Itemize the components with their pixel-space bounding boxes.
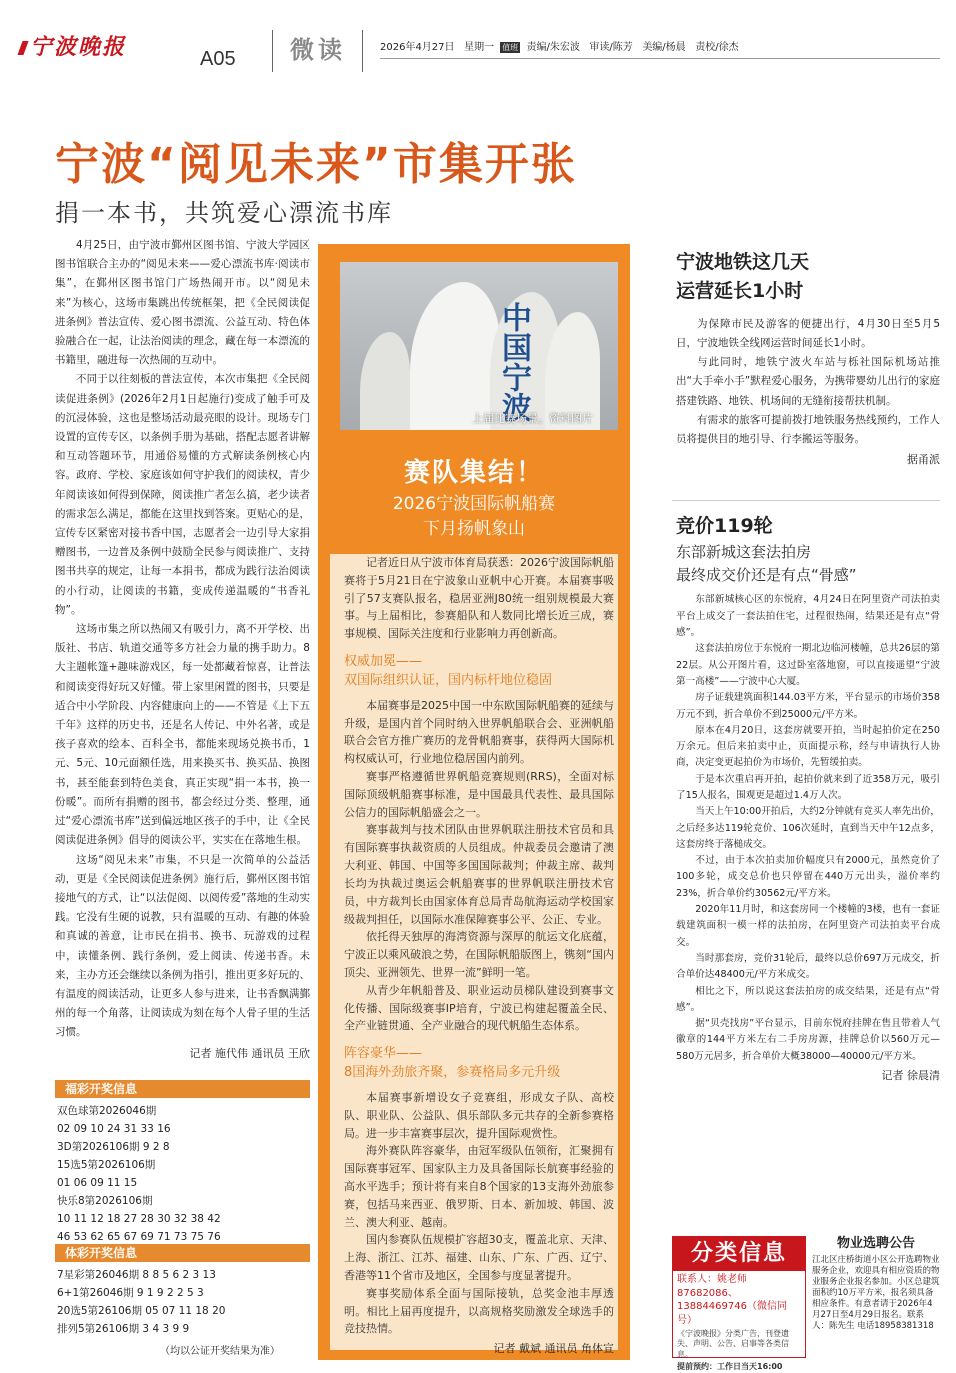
byline: 记者 施代伟 通讯员 王欣	[189, 1046, 310, 1060]
sail-shape	[360, 332, 410, 430]
sailing-subtitle-line: 下月扬帆象山	[423, 518, 525, 539]
lottery-line: 排列5第26106期 3 4 3 9 9	[57, 1323, 190, 1336]
classified-ad	[672, 1236, 806, 1372]
column-divider	[672, 500, 940, 501]
paragraph: 相比之下，所以说这套法拍房的成交结果，还是有点“骨感”。	[676, 985, 940, 1013]
photo-caption: 上届比赛场景。资料图片	[472, 412, 593, 425]
auction-body	[676, 592, 940, 1065]
metro-title	[676, 248, 940, 307]
notice-title: 物业选聘公告	[836, 1236, 915, 1251]
main-article	[55, 236, 310, 1061]
auction-subtitle	[676, 541, 940, 586]
issue-weekday: 星期一	[464, 42, 495, 53]
section-subtitle: 8国海外劲旅齐聚，参赛格局多元升级	[344, 1065, 561, 1081]
lottery-line: 02 09 10 24 31 33 16	[57, 1123, 171, 1136]
ticai-results	[57, 1266, 225, 1338]
paragraph: 这场市集之所以热闹又有吸引力，离不开学校、出版社、书店、轨道交通等多方社会力量的携手助力。8大主题帐篷+趣味游戏区，每一处都藏着惊喜，让普法和阅读变得好玩又好懂。带上家里闲置的图书，只要是适合中小学阶段、内容健康向上的——不管是《上下五千年》这样的历史书，还是名人传记、中外名著，或是孩子喜欢的绘本、百科全书，都能来现场兑换书币，1元、5元、10元面额任选，用来换买书、换买品、换图书，甚至能套到特色美食，真正实现“捐一本书，换一份暖”。而所有捐赠的图书，都会经过分类、整理，通过“爱心漂流书库”送到偏远地区孩子的手中，让《全民阅读促进条例》倡导的阅读公平，实实在在落地生根。	[55, 623, 310, 847]
lottery-note: （均以公证开奖结果为准）	[160, 1346, 280, 1357]
title-line: 运营延长1小时	[676, 280, 804, 303]
masthead-divider	[362, 30, 363, 72]
sailing-intro	[344, 554, 614, 643]
lottery-line: 6+1第26046期 9 1 9 2 2 5 3	[57, 1287, 204, 1300]
issue-meta	[380, 38, 739, 53]
subtitle-line: 最终成交价还是有点“骨感”	[676, 565, 857, 584]
lottery-line: 46 53 62 65 67 69 71 73 75 76	[57, 1231, 221, 1244]
ticai-header: 体彩开奖信息	[55, 1244, 310, 1262]
paragraph: 当时那套房，竞价31轮后，最终以总价697万元成交，折合单价达48400元/平方米成交。	[676, 952, 940, 981]
sailing-section-2-body	[344, 1089, 614, 1338]
section-title: 权威加冕——	[344, 654, 423, 670]
notice-body: 江北区庄桥街道小区公开选聘物业服务企业，欢迎具有相应资质的物业服务企业报名参加。小区总建筑面积约10万平方米，报名须具备相应条件。有意者请于2026年4月27日至4月29日报名。联系人：陈先生 电话18958381318	[812, 1254, 940, 1332]
byline: 记者 徐晨清	[881, 1069, 940, 1083]
metro-body	[676, 315, 940, 449]
paragraph: 海外赛队阵容豪华，由冠军级队伍领衔，汇聚拥有国际赛事冠军、国家队主力及具备国际长航赛事经验的高水平选手；预计将有来自8个国家的13支海外劲旅参赛，包括马来西亚、俄罗斯、日本、新加坡、韩国、波兰、澳大利亚、越南。	[344, 1144, 614, 1229]
duty-tag: 值班	[502, 43, 519, 52]
sailing-section-1-body	[344, 697, 614, 1035]
paragraph: 这套法拍房位于东悦府一期北边临河楼幢，总共26层的第22层。从公开图片看，这过卧室落地窗，可以直接遥望“宁波第一高楼”——宁波中心大厦。	[676, 643, 940, 687]
lottery-line: 快乐8第2026106期	[57, 1195, 153, 1208]
paragraph: 不同于以往刻板的普法宣传，本次市集把《全民阅读促进条例》(2026年2月1日起施行)变成了触手可及的沉浸体验，这也是整场活动最亮眼的设计。现场专门设置的宣传专区，以条例手册为基础，搭配志愿者讲解和互动答题环节，用通俗易懂的方式解读条例核心内容。政府、学校、家庭该如何守护我们的阅读权，青少年阅读该如何得到保障，阅读推广者怎么搞，老少读者的需求怎么满足，都能在这里找到答案。更贴心的是，宣传专区紧密对接书香中国，志愿者会一边引导大家捐赠图书，一边普及条例中鼓励全民参与阅读推广、支持图书共享的规定，让每一本捐书，都成为践行法治阅读的小行动，让阅读的书籍，变成传递温暖的“书香礼物”。	[55, 373, 310, 616]
paragraph: 有需求的旅客可提前拨打地铁服务热线预约，工作人员将提供目的地引导、行李搬运等服务。	[676, 413, 940, 446]
paragraph: 房子证载建筑面积144.03平方米，平台显示的市场价358万元不到，折合单价不到25000元/平方米。	[676, 692, 940, 720]
sailing-title: 赛队集结！	[403, 458, 544, 488]
lottery-line: 7星彩第26046期 8 8 5 6 2 3 13	[57, 1269, 216, 1281]
masthead-logo: 宁波晚报	[20, 30, 126, 61]
paragraph: 于是本次重启再开拍，起拍价就来到了近358万元，吸引了15人报名，围观更是超过1.4万人次。	[676, 773, 940, 801]
reviewer: 审读/陈芳	[589, 42, 633, 53]
paragraph: 记者近日从宁波市体育局获悉：2026宁波国际帆船赛将于5月21日在宁波象山亚帆中心开赛。本届赛事吸引了57支赛队报名，稳居亚洲J80统一组别规模最大赛事。与上届相比，参赛船队和人数同比增长近三成，赛事规模、国际关注度和行业影响力再创新高。	[344, 556, 614, 641]
sailing-subtitle-line: 2026宁波国际帆船赛	[392, 494, 556, 514]
paragraph: 赛事裁判与技术团队由世界帆联注册技术官员和具有国际赛事执裁资质的人员组成。仲裁委员会邀请了澳大利亚、韩国、中国等多国国际裁判；仲裁主席、裁判长均为执裁过奥运会帆船赛事的世界帆联注册技术官员，中方裁判长由国家体育总局青岛航海运动学校国家级裁判担任，以国际水准保障赛事公平、公正、专业。	[344, 823, 614, 926]
auction-article	[676, 512, 940, 1083]
fucai-results	[57, 1102, 221, 1246]
sailing-subtitle	[318, 492, 630, 541]
lottery-line: 15选5第2026106期	[57, 1159, 156, 1172]
byline: 据甬派	[907, 453, 940, 467]
main-subhead: 捐一本书，共筑爱心漂流书库	[55, 199, 393, 227]
lottery-line: 3D第2026106期 9 2 8	[57, 1141, 170, 1154]
paragraph: 赛事严格遵循世界帆船竞赛规则(RRS)，全面对标国际顶级帆船赛事标准，是中国最具代表性、最具国际公信力的国际帆船盛会之一。	[344, 770, 614, 819]
sailing-section-1-heading	[344, 653, 614, 691]
designer: 美编/杨晨	[642, 42, 686, 53]
paragraph: 4月25日，由宁波市鄞州区图书馆、宁波大学园区图书馆联合主办的“阅见未来——爱心漂流书库·阅读市集”，在鄞州区图书馆门广场热闹开市。以“阅见未来”为核心，这场市集跳出传统框架，把《全民阅读促进条例》普法宣传、爱心图书漂流、公益互动、特色体验融合在一起，让法治阅读的理念，藏在每一本漂流的书籍里，融进每一次热闹的互动中。	[55, 239, 310, 367]
section-name: 微读	[290, 36, 346, 64]
article-body	[55, 236, 310, 1043]
paragraph: 依托得天独厚的海湾资源与深厚的航运文化底蕴，宁波正以乘风破浪之势，在国际帆船版图上，镌刻“国内顶尖、亚洲领先、世界一流”鲜明一笔。	[344, 930, 614, 979]
auction-title: 竞价119轮	[676, 515, 773, 537]
proofreader: 责校/徐杰	[695, 42, 739, 53]
sailing-article	[344, 554, 614, 1356]
main-headline: 宁波“阅见未来”市集开张	[55, 139, 577, 190]
paragraph: 与此同时，地铁宁波火车站与栎社国际机场站推出“大手牵小手”默程爱心服务，为携带婴幼儿出行的家庭搭建铁路、地铁、机场间的无缝衔接帮扶机制。	[676, 356, 940, 407]
classified-footer: 提前预约：工作日当天16:00	[677, 1362, 783, 1372]
byline: 记者 戴斌 通讯员 角体宣	[493, 1342, 614, 1356]
lottery-line: 01 06 09 11 15	[57, 1177, 138, 1190]
logo-bar-icon	[17, 41, 28, 55]
masthead-divider	[272, 30, 273, 72]
paragraph: 2020年11月时，和这套房同一个楼幢的3楼，也有一套证载建筑面积一模一样的法拍房，在阿里资产司法拍卖平台成交。	[676, 904, 940, 948]
paragraph: 东部新城核心区的东悦府，4月24日在阿里资产司法拍卖平台上成交了一套法拍住宅，过程很热闹，结果还是有点“骨感”。	[676, 594, 940, 639]
sailing-section-2-heading	[344, 1045, 614, 1083]
paragraph: 不过，由于本次拍卖加价幅度只有2000元，虽然竞价了100多轮，成交总价也只停留在440万元出头，溢价率约23%，折合单价约30562元/平方米。	[676, 855, 940, 899]
paragraph: 据“贝壳找房”平台显示，目前东悦府挂牌在售且带着人气徽章的144平方米左右二手房房源，挂牌总价以560万元—580万元居多，折合单价大概38000—40000元/平方米。	[676, 1018, 940, 1062]
sail-logo: 中国宁波	[496, 302, 531, 422]
classified-desc: 《宁波晚报》分类广告，刊登遗失、声明、公告、启事等各类信息。	[677, 1329, 789, 1359]
fucai-header: 福彩开奖信息	[55, 1080, 310, 1098]
classified-title: 分类信息	[673, 1237, 805, 1271]
paragraph: 从青少年帆船普及、职业运动员梯队建设到赛事文化传播、国际级赛事IP培育，宁波已构建起覆盖全民、全产业链贯通、全产业融合的现代帆船生态体系。	[344, 983, 614, 1033]
title-line: 宁波地铁这几天	[676, 251, 810, 273]
paragraph: 当天上午10:00开拍后，大约2分钟就有竞买人率先出价，之后经多达119轮竞价、106次延时，直到当天中午12点多，这套房终于落槌成交。	[676, 806, 941, 850]
issue-date: 2026年4月27日	[380, 42, 455, 53]
sailing-photo	[340, 262, 618, 430]
paragraph: 国内参赛队伍规模扩容超30支，覆盖北京、天津、上海、浙江、江苏、福建、山东、广东、广西、辽宁、香港等11个省市及地区，全国参与度显著提升。	[344, 1233, 614, 1282]
property-notice	[812, 1236, 940, 1332]
editor: 责编/朱宏波	[526, 42, 580, 53]
section-subtitle: 双国际组织认证，国内标杆地位稳固	[344, 672, 553, 688]
masthead-rule	[380, 58, 940, 59]
paragraph: 赛事奖励体系全面与国际接轨，总奖金池丰厚透明。相比上届再度提升，以高规格奖励激发全球选手的竞技热情。	[344, 1286, 614, 1336]
lottery-line: 10 11 12 18 27 28 30 32 38 42	[57, 1213, 221, 1226]
paragraph: 本届赛事是2025中国一中东欧国际帆船赛的延续与升级，是国内首个同时纳入世界帆船联合会、亚洲帆船联合会官方推广赛历的龙骨帆船赛事，获得两大国际机构权威认可，行业地位稳居国内前列。	[344, 698, 614, 766]
subtitle-line: 东部新城这套法拍房	[676, 543, 812, 562]
metro-article	[676, 248, 940, 467]
paragraph: 这场“阅见未来”市集，不只是一次简单的公益活动，更是《全民阅读促进条例》施行后，鄞州区图书馆接地气的方式，让“以法促阅、以阅传爱”落地的生动实践。它没有生硬的说教，只有温暖的互动、有趣的体验和真诚的善意，让市民在捐书、换书、玩游戏的过程中，读懂条例、践行条例，爱上阅读、传递书香。未来，主办方还会继续以条例为指引，推出更多好玩的、有温度的阅读活动，让更多人参与进来，让书香飘满鄞州的每一个角落，让阅读成为刻在每个人骨子里的生活习惯。	[55, 853, 310, 1039]
classified-contact: 联系人：姚老师87682086、13884469746（微信同号）	[677, 1274, 787, 1326]
page-number: A05	[200, 48, 236, 70]
paragraph: 本届赛事新增设女子竞赛组，形成女子队、高校队、职业队、公益队、俱乐部队多元共存的全新参赛格局。进一步丰富赛事层次，提升国际观赏性。	[344, 1090, 614, 1140]
paragraph: 原本在4月20日，这套房就要开拍，当时起拍价定在250万余元。但后来拍卖中止，页面提示称，经与申请执行人协商，决定变更起拍价为市场价，先暂缓拍卖。	[676, 724, 940, 769]
paragraph: 为保障市民及游客的便捷出行，4月30日至5月5日，宁波地铁全线网运营时间延长1小时。	[676, 317, 940, 350]
section-title: 阵容豪华——	[344, 1046, 423, 1062]
lottery-line: 双色球第2026046期	[57, 1105, 157, 1117]
lottery-line: 20选5第26106期 05 07 11 18 20	[57, 1305, 226, 1318]
